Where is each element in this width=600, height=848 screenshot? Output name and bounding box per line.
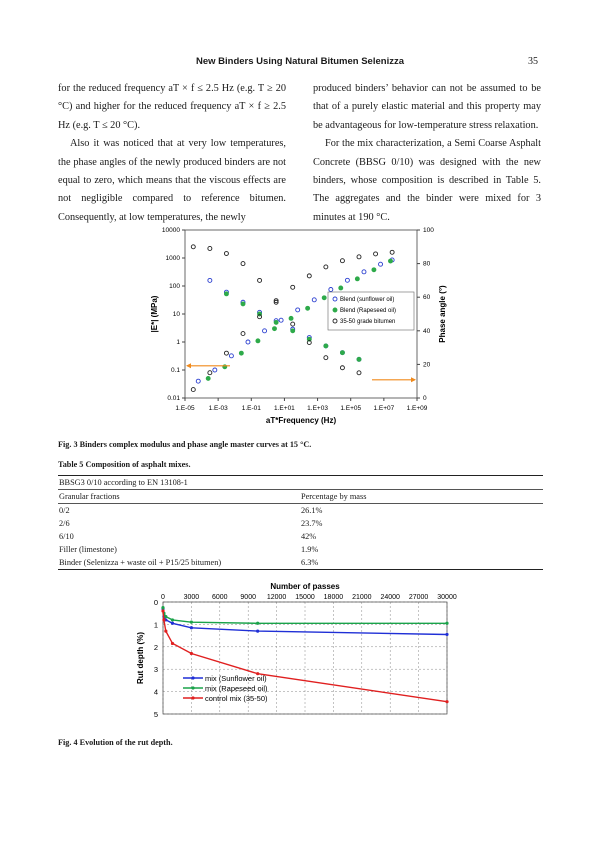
y2-tick-label: 0 bbox=[423, 395, 427, 402]
phase-point bbox=[291, 322, 295, 326]
table-header-cell: Percentage by mass bbox=[301, 492, 367, 501]
left-column bbox=[58, 80, 286, 227]
y-tick-label: 4 bbox=[153, 687, 158, 697]
x-tick-label: 1.E+09 bbox=[406, 405, 428, 412]
phase-point bbox=[274, 320, 278, 324]
x-tick-label: 1.E-03 bbox=[208, 405, 228, 412]
series-point bbox=[161, 606, 164, 609]
x-tick-label: 15000 bbox=[295, 594, 315, 601]
x-tick-label: 3000 bbox=[183, 594, 200, 601]
legend-label: Blend (Rapeseed oil) bbox=[340, 308, 397, 314]
series-point bbox=[190, 652, 193, 655]
figure-4-caption: Fig. 4 Evolution of the rut depth. bbox=[58, 738, 173, 747]
phase-point bbox=[340, 351, 344, 355]
x-tick-label: 1.E-01 bbox=[241, 405, 261, 412]
modulus-point bbox=[379, 262, 383, 266]
phase-point bbox=[324, 344, 328, 348]
table-cell: 2/6 bbox=[59, 519, 70, 528]
phase-point bbox=[258, 278, 262, 282]
modulus-point bbox=[329, 287, 333, 291]
x-tick-label: 9000 bbox=[240, 594, 256, 601]
legend-label: mix (Rapeseed oil) bbox=[205, 684, 268, 693]
series-point bbox=[164, 630, 167, 633]
modulus-point bbox=[372, 268, 376, 272]
y2-tick-label: 60 bbox=[423, 294, 431, 302]
y-tick-label: 10 bbox=[172, 311, 180, 318]
series-point bbox=[190, 626, 193, 629]
table-cell: Filler (limestone) bbox=[59, 545, 117, 554]
modulus-point bbox=[355, 277, 359, 281]
series-point bbox=[256, 622, 259, 625]
modulus-point bbox=[196, 379, 200, 383]
modulus-point bbox=[307, 274, 311, 278]
modulus-point bbox=[357, 255, 361, 259]
modulus-point bbox=[322, 296, 326, 300]
orange-arrowhead-left bbox=[186, 363, 191, 368]
orange-arrowhead-right bbox=[411, 377, 416, 382]
modulus-point bbox=[213, 368, 217, 372]
paragraph: produced binders’ behavior can not be assumed to be that of a purely elastic material and this property may be advantageous for low-temperature stress relaxation. bbox=[313, 83, 541, 131]
paragraph: For the mix characterization, a Semi Coarse Asphalt Concrete (BBSG 0/10) was designed with the new binders, whose composition is described in Table 5. The aggregates and the binder were mixed for 3 minutes at 190 °C. bbox=[313, 138, 541, 223]
y-tick-label: 0.1 bbox=[170, 367, 180, 374]
phase-point bbox=[224, 292, 228, 296]
phase-point bbox=[291, 329, 295, 333]
series-point bbox=[445, 633, 448, 636]
paragraph: for the reduced frequency aT × f ≤ 2.5 Hz (e.g. T ≥ 20 °C) and higher for the reduced frequency aT × f ≥ 2.5 Hz (e.g. T ≤ 20 °C). bbox=[58, 83, 286, 131]
modulus-point bbox=[388, 259, 392, 263]
legend-label: Blend (sunflower oil) bbox=[340, 297, 395, 303]
y2-axis-label: Phase angle (°) bbox=[438, 285, 447, 343]
table-5-caption: Table 5 Composition of asphalt mixes. bbox=[58, 460, 191, 469]
modulus-point bbox=[345, 278, 349, 282]
page-number: 35 bbox=[528, 56, 538, 67]
modulus-point bbox=[306, 306, 310, 310]
x-tick-label: 18000 bbox=[323, 594, 344, 601]
modulus-point bbox=[272, 327, 276, 331]
right-column bbox=[313, 80, 541, 227]
series-point bbox=[171, 642, 174, 645]
modulus-point bbox=[339, 286, 343, 290]
modulus-point bbox=[291, 285, 295, 289]
series-point bbox=[171, 618, 174, 621]
table-cell: 23.7% bbox=[301, 519, 323, 528]
x-tick-label: 30000 bbox=[437, 594, 457, 601]
y-tick-label: 2 bbox=[153, 642, 158, 652]
running-header-title: New Binders Using Natural Bitumen Selenizza bbox=[196, 56, 404, 67]
modulus-point bbox=[362, 270, 366, 274]
table-row bbox=[58, 556, 543, 570]
y2-tick-label: 80 bbox=[423, 260, 431, 268]
modulus-point bbox=[263, 329, 267, 333]
table-cell: 1.9% bbox=[301, 545, 319, 554]
figure-3-caption: Fig. 3 Binders complex modulus and phase angle master curves at 15 °C. bbox=[58, 440, 312, 449]
legend-marker bbox=[191, 696, 194, 699]
legend-label: mix (Sunflower oil) bbox=[205, 674, 267, 683]
phase-point bbox=[208, 246, 212, 250]
modulus-point bbox=[208, 371, 212, 375]
legend-marker bbox=[191, 686, 194, 689]
y-tick-label: 10000 bbox=[161, 227, 180, 234]
series-point bbox=[161, 609, 164, 612]
x-tick-label: 27000 bbox=[408, 594, 429, 601]
y-tick-label: 0 bbox=[153, 598, 158, 607]
modulus-point bbox=[239, 351, 243, 355]
modulus-point bbox=[374, 252, 378, 256]
series-point bbox=[190, 621, 193, 624]
x-tick-label: 1.E+01 bbox=[274, 405, 295, 412]
y-tick-label: 0.01 bbox=[167, 395, 180, 402]
y-tick-label: 1 bbox=[153, 620, 158, 630]
chart-title: Number of passes bbox=[270, 582, 340, 591]
table-row bbox=[58, 517, 543, 530]
y-tick-label: 100 bbox=[169, 283, 180, 290]
series-point bbox=[171, 622, 174, 625]
table-cell: 6.3% bbox=[301, 558, 319, 567]
table-cell: 42% bbox=[301, 532, 317, 541]
modulus-point bbox=[312, 298, 316, 302]
table-cell: 26.1% bbox=[301, 506, 323, 515]
phase-point bbox=[224, 252, 228, 256]
x-axis-label: aT*Frequency (Hz) bbox=[265, 416, 337, 425]
y2-tick-label: 40 bbox=[423, 327, 431, 335]
table-5 bbox=[58, 475, 543, 570]
y2-tick-label: 20 bbox=[423, 361, 431, 369]
x-tick-label: 1.E+07 bbox=[373, 405, 395, 412]
modulus-point bbox=[229, 354, 233, 358]
figure-4-rut-depth bbox=[133, 582, 463, 722]
modulus-point bbox=[246, 340, 250, 344]
phase-point bbox=[357, 371, 361, 375]
modulus-point bbox=[296, 308, 300, 312]
x-tick-label: 21000 bbox=[352, 594, 372, 601]
modulus-point bbox=[191, 388, 195, 392]
series-point bbox=[445, 700, 448, 703]
y2-tick-label: 100 bbox=[423, 227, 434, 234]
series-point bbox=[162, 618, 165, 621]
phase-point bbox=[324, 356, 328, 360]
table-header-cell: Granular fractions bbox=[59, 492, 120, 501]
series-point bbox=[164, 615, 167, 618]
x-tick-label: 1.E+05 bbox=[340, 405, 362, 412]
x-tick-label: 1.E+03 bbox=[307, 405, 328, 412]
paragraph: Also it was noticed that at very low temperatures, the phase angles of the newly produced binders are not equal to zero, which means that the viscous effects are not negligible compared to reference bitumen. Consequently, at low temperatures, the newly bbox=[58, 138, 286, 223]
x-tick-label: 1.E-05 bbox=[175, 405, 195, 412]
modulus-point bbox=[324, 265, 328, 269]
y-tick-label: 1000 bbox=[165, 255, 180, 262]
table-header-row bbox=[58, 489, 543, 503]
modulus-point bbox=[256, 339, 260, 343]
table-row bbox=[58, 543, 543, 556]
modulus-point bbox=[390, 250, 394, 254]
y-axis-label: Rut depth (%) bbox=[136, 632, 145, 684]
table-cell: 6/10 bbox=[59, 532, 74, 541]
table-row bbox=[58, 503, 543, 517]
table-row bbox=[58, 530, 543, 543]
y-tick-label: 1 bbox=[176, 339, 180, 346]
figure-3-master-curves bbox=[145, 218, 465, 428]
x-tick-label: 24000 bbox=[380, 594, 400, 601]
y-tick-label: 3 bbox=[153, 665, 158, 675]
table-subtitle: BBSG3 0/10 according to EN 13108-1 bbox=[59, 478, 188, 487]
x-tick-label: 0 bbox=[161, 594, 165, 601]
x-tick-label: 6000 bbox=[212, 594, 228, 601]
phase-point bbox=[340, 366, 344, 370]
y-tick-label: 5 bbox=[153, 710, 158, 719]
y-axis-label: |E*| (MPa) bbox=[150, 295, 159, 333]
modulus-point bbox=[241, 332, 245, 336]
table-subtitle-row bbox=[58, 475, 543, 489]
legend-marker bbox=[191, 676, 194, 679]
phase-point bbox=[208, 278, 212, 282]
series-point bbox=[256, 630, 259, 633]
modulus-point bbox=[279, 318, 283, 322]
x-tick-label: 12000 bbox=[266, 594, 287, 601]
phase-point bbox=[241, 302, 245, 306]
table-cell: 0/2 bbox=[59, 506, 70, 515]
legend-marker bbox=[333, 308, 337, 312]
legend-label: control mix (35-50) bbox=[205, 694, 268, 703]
phase-point bbox=[191, 245, 195, 249]
legend-label: 35-50 grade bitumen bbox=[340, 319, 396, 325]
series-point bbox=[445, 622, 448, 625]
phase-point bbox=[241, 262, 245, 266]
modulus-point bbox=[224, 351, 228, 355]
modulus-point bbox=[340, 259, 344, 263]
table-cell: Binder (Selenizza + waste oil + P15/25 bitumen) bbox=[59, 558, 222, 567]
phase-point bbox=[357, 357, 361, 361]
modulus-point bbox=[206, 376, 210, 380]
modulus-point bbox=[289, 316, 293, 320]
